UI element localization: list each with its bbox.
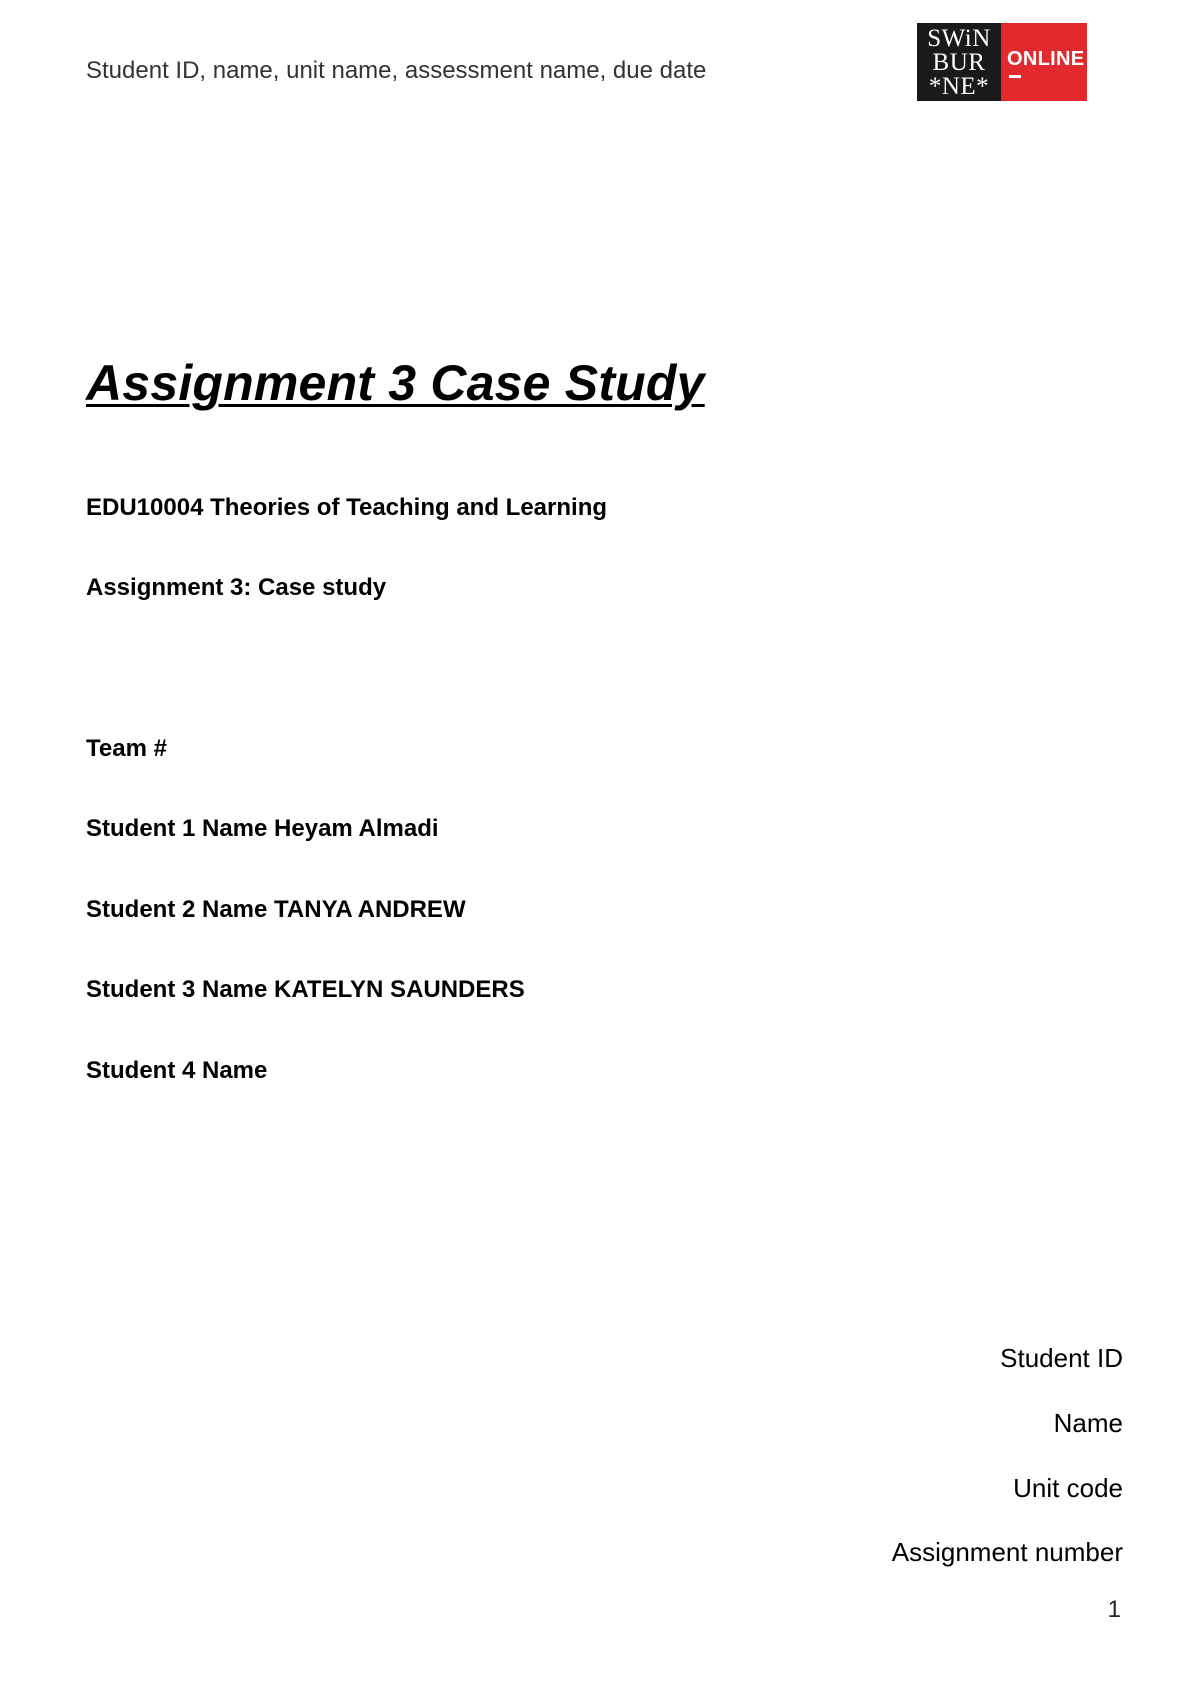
- student-2-line: Student 2 Name TANYA ANDREW: [86, 896, 466, 923]
- student-3-line: Student 3 Name KATELYN SAUNDERS: [86, 976, 525, 1003]
- logo-line-3: *NE*: [928, 73, 990, 100]
- student-1-line: Student 1 Name Heyam Almadi: [86, 815, 439, 842]
- logo-underline-dash: [1009, 75, 1021, 78]
- footer-student-id: Student ID: [1000, 1343, 1123, 1373]
- unit-line: EDU10004 Theories of Teaching and Learning: [86, 494, 608, 521]
- swinburne-logo-mark: [917, 23, 1001, 101]
- footer-unit-code: Unit code: [1013, 1473, 1123, 1503]
- logo-line-2: BUR: [932, 49, 986, 76]
- assignment-line: Assignment 3: Case study: [86, 574, 387, 601]
- logo-online-text: ONLINE: [1007, 48, 1085, 70]
- online-logo-panel: [1001, 23, 1087, 101]
- team-line: Team #: [86, 735, 167, 762]
- student-4-line: Student 4 Name: [86, 1057, 268, 1084]
- page-number: 1: [1107, 1596, 1121, 1623]
- footer-assignment-number: Assignment number: [891, 1537, 1123, 1567]
- footer-name: Name: [1053, 1408, 1123, 1438]
- document-title: Assignment 3 Case Study: [86, 355, 705, 411]
- swinburne-online-logo: [917, 23, 1087, 101]
- logo-line-1: SWiN: [927, 25, 991, 52]
- page-header-text: Student ID, name, unit name, assessment name, due date: [86, 57, 707, 84]
